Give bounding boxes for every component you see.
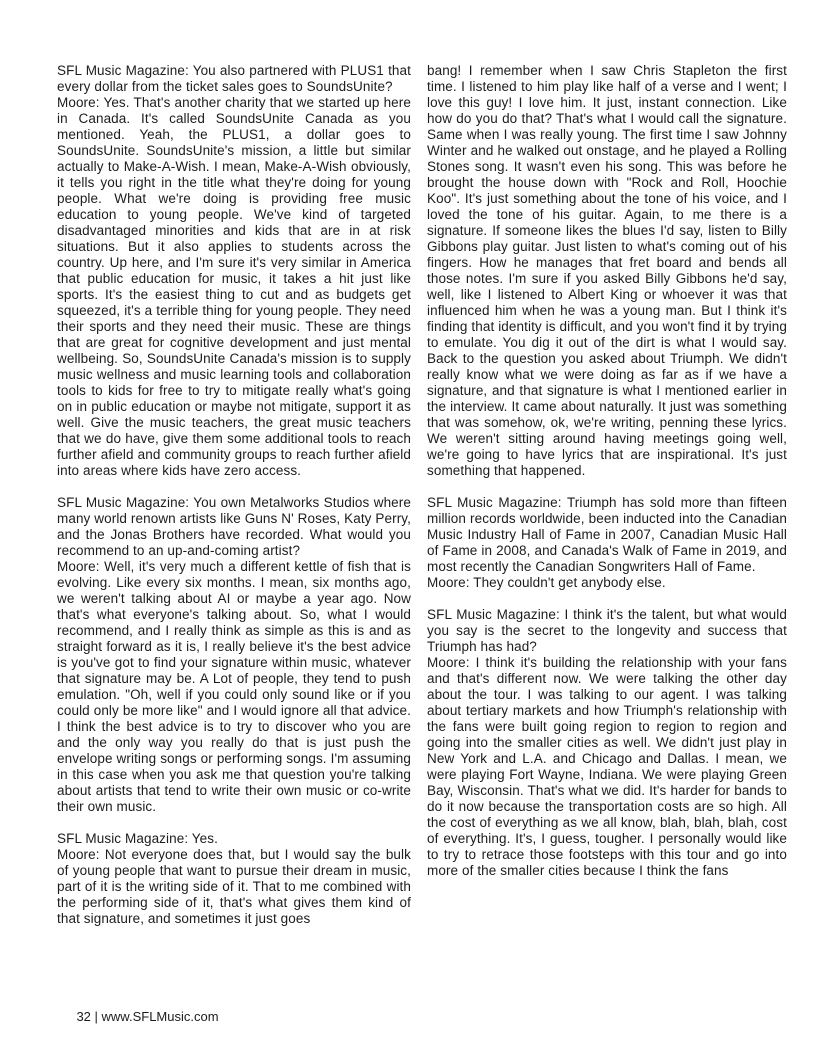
footer-separator: | — [90, 1009, 102, 1024]
page-footer — [62, 994, 219, 1039]
answer-paragraph-continued: bang! I remember when I saw Chris Stapleton the first time. I listened to him play like half of a verse and I went; I love this guy! I love him. It just, instant connection. Like how do you do that? That's what I would call the signature. Same when I was really young. The first time I saw Johnny Winter and he walked out onstage, and he played a Rolling Stones song. It wasn't even his song. This was before he brought the house down with "Rock and Roll, Hoochie Koo". It's just something about the tone of his voice, and I loved the tone of his guitar. Again, to me there is a signature. If someone likes the blues I'd say, listen to Billy Gibbons play guitar. Just listen to what's coming out of his fingers. How he manages that fret board and bends all those notes. I'm sure if you asked Billy Gibbons he'd say, well, like I listened to Albert King or whoever it was that influenced him when he was a young man. But I think it's finding that identity is difficult, and you won't find it by trying to emulate. You dig it out of the dirt is what I would say. Back to the question you asked about Triumph. We didn't really know what we were doing as far as if we have a signature, and that signature is what I mentioned earlier in the interview. It came about naturally. It just was something that was somehow, ok, we're writing, penning these lyrics. We weren't sitting around having meetings going well, we're going to have lyrics that are inspirational. It's just something that happened. — [427, 63, 787, 478]
answer-paragraph: Moore: They couldn't get anybody else. — [427, 575, 666, 590]
article-body — [57, 63, 787, 927]
answer-paragraph: Moore: Well, it's very much a different kettle of fish that is evolving. Like every six months. I mean, six months ago, we weren't talking about AI or maybe a year ago. Now that's what everyone's talking about. So, what I would recommend, and I really think as simple as this is and as straight forward as it is, I really believe it's the best advice is you've got to find your signature within music, whatever that signature may be. A Lot of people, they tend to push emulation. "Oh, well if you could only sound like or if you could only be more like" and I would ignore all that advice. I think the best advice is to try to discover who you are and the only way you really do that is just push the envelope writing songs or performing songs. I'm assuming in this case when you ask me that question you're talking about artists that tend to write their own music or co-write their own music. — [57, 559, 411, 814]
site-url: www.SFLMusic.com — [101, 1009, 219, 1024]
column-right — [427, 63, 787, 927]
column-left — [57, 63, 411, 927]
page-number: 32 — [76, 1009, 91, 1024]
question-paragraph: SFL Music Magazine: You own Metalworks Studios where many world renown artists like Guns N' Roses, Katy Perry, and the Jonas Brothers have recorded. What would you recommend to an up-and-coming artist? — [57, 495, 411, 558]
question-paragraph: SFL Music Magazine: Yes. — [57, 831, 218, 846]
answer-paragraph: Moore: Not everyone does that, but I would say the bulk of young people that want to pursue their dream in music, part of it is the writing side of it. That to me combined with the performing side of it, that's what gives them kind of that signature, and sometimes it just goes — [57, 847, 411, 926]
question-paragraph: SFL Music Magazine: I think it's the talent, but what would you say is the secret to the longevity and success that Triumph has had? — [427, 607, 787, 654]
answer-paragraph: Moore: Yes. That's another charity that we started up here in Canada. It's called SoundsUnite Canada as you mentioned. Yeah, the PLUS1, a dollar goes to SoundsUnite. SoundsUnite's mission, a little but similar actually to Make-A-Wish. I mean, Make-A-Wish obviously, it tells you right in the title what they're doing for young people. What we're doing is providing free music education to young people. We've kind of targeted disadvantaged minorities and kids that are in at risk situations. But it also applies to students across the country. Up here, and I'm sure it's very similar in America that public education for music, it takes a hit just like sports. It's the easiest thing to cut and as budgets get squeezed, it's a terrible thing for young people. They need their sports and they need their music. These are things that are great for cognitive development and just mental wellbeing. So, SoundsUnite Canada's mission is to supply music wellness and music learning tools and collaboration tools to kids for free to try to mitigate really what's going on in public education or maybe not mitigate, support it as well. Give the music teachers, the great music teachers that we do have, give them some additional tools to reach further afield and community groups to reach further afield into areas where kids have zero access. — [57, 95, 411, 478]
question-paragraph: SFL Music Magazine: Triumph has sold more than fifteen million records worldwide, been inducted into the Canadian Music Industry Hall of Fame in 2007, Canadian Music Hall of Fame in 2008, and Canada's Walk of Fame in 2019, and most recently the Canadian Songwriters Hall of Fame. — [427, 495, 787, 574]
answer-paragraph: Moore: I think it's building the relationship with your fans and that's different now. We were talking the other day about the tour. I was talking to our agent. I was talking about tertiary markets and how Triumph's relationship with the fans were built going region to region to region and going into the smaller cities as well. We didn't just play in New York and L.A. and Chicago and Dallas. I mean, we were playing Fort Wayne, Indiana. We were playing Green Bay, Wisconsin. That's what we did. It's harder for bands to do it now because the transportation costs are so high. All the cost of everything as we all know, blah, blah, blah, cost of everything. It's, I guess, tougher. I personally would like to try to retrace those footsteps with this tour and go into more of the smaller cities because I think the fans — [427, 655, 787, 878]
question-paragraph: SFL Music Magazine: You also partnered with PLUS1 that every dollar from the ticket sales goes to SoundsUnite? — [57, 63, 411, 94]
